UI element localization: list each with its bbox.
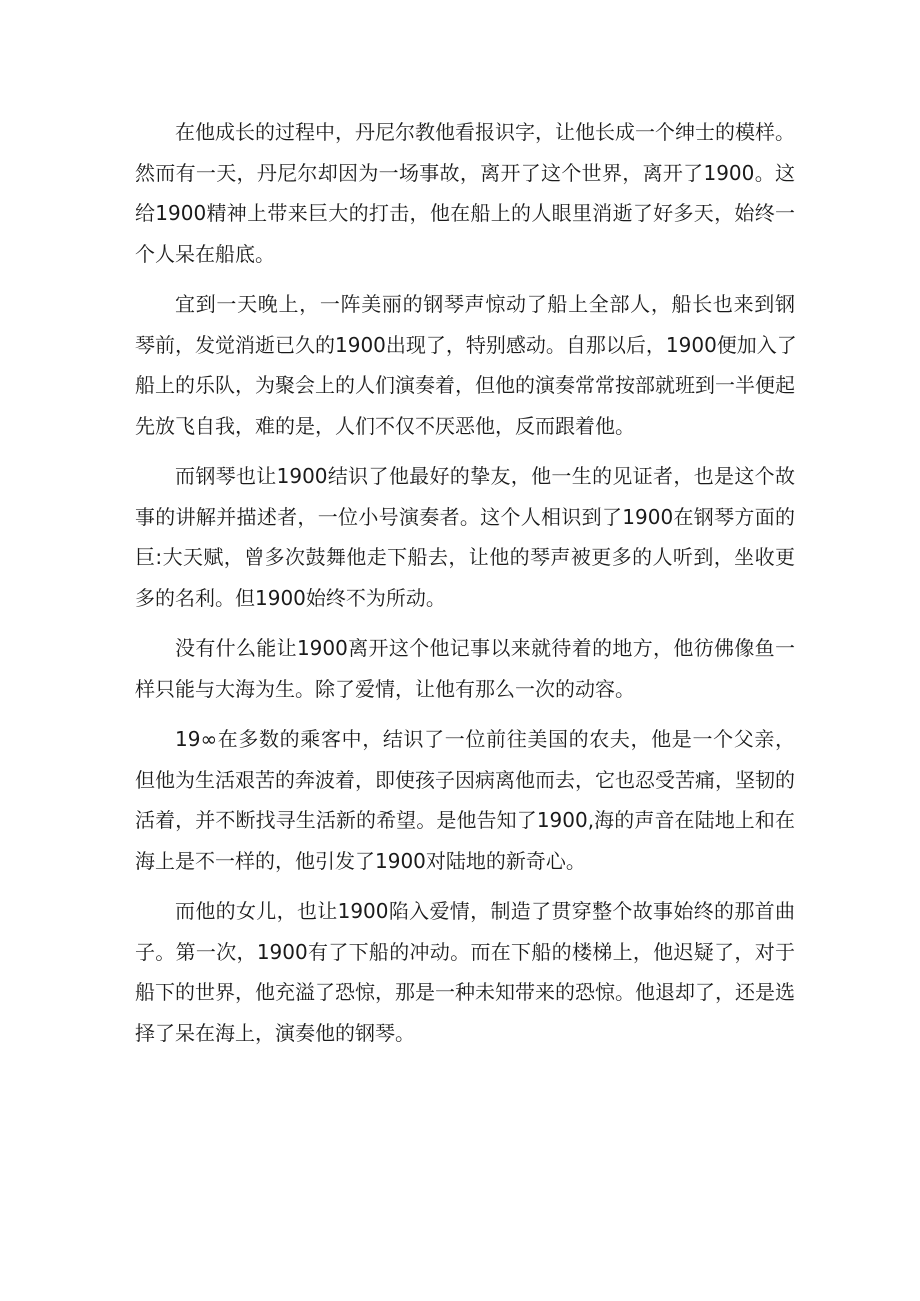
text-line: 船上的乐队，为聚会上的人们演奏着，但他的演奏常常按部就班到一半便起 — [135, 373, 795, 397]
text-line: 没有什么能让1900离开这个他记事以来就待着的地方，他彷佛像鱼一 — [175, 636, 795, 660]
text-line: 而钢琴也让1900结识了他最好的挚友，他一生的见证者，也是这个故 — [175, 464, 795, 488]
paragraph — [135, 628, 795, 709]
text-line: 船下的世界，他充溢了恐惊，那是一种未知带来的恐惊。他退却了，还是选 — [135, 980, 795, 1004]
paragraph — [135, 891, 795, 1053]
text-line: 先放飞自我，难的是，人们不仅不厌恶他，反而跟着他。 — [135, 413, 635, 438]
paragraph — [135, 719, 795, 881]
text-line: 个人呆在船底。 — [135, 241, 275, 266]
text-line: 然而有一天，丹尼尔却因为一场事故，离开了这个世界，离开了1900。这 — [135, 160, 795, 185]
text-line: 事的讲解并描述者，一位小号演奏者。这个人相识到了1900在钢琴方面的 — [135, 504, 795, 529]
text-line: 择了呆在海上，演奏他的钢琴。 — [135, 1020, 415, 1045]
text-line: 琴前，发觉消逝已久的1900出现了，特别感动。自那以后，1900便加入了 — [135, 332, 797, 357]
text-line: 海上是不一样的，他引发了1900对陆地的新奇心。 — [135, 848, 586, 873]
paragraph — [135, 284, 795, 446]
text-line: 19∞在多数的乘客中，结识了一位前往美国的农夫，他是一个父亲， — [175, 727, 795, 751]
document-body — [135, 112, 795, 1063]
text-line: 在他成长的过程中，丹尼尔教他看报识字，让他长成一个绅士的模样。 — [175, 120, 795, 144]
text-line: 而他的女儿，也让1900陷入爱情，制造了贯穿整个故事始终的那首曲 — [175, 899, 795, 923]
text-line: 多的名利。但1900始终不为所动。 — [135, 585, 446, 610]
text-line: 给1900精神上带来巨大的打击，他在船上的人眼里消逝了好多天，始终一 — [135, 201, 795, 225]
paragraph — [135, 456, 795, 618]
text-line: 宜到一天晚上，一阵美丽的钢琴声惊动了船上全部人，船长也来到钢 — [175, 292, 795, 316]
text-line: 样只能与大海为生。除了爱情，让他有那么一次的动容。 — [135, 676, 635, 701]
text-line: 但他为生活艰苦的奔波着，即使孩子因病离他而去，它也忍受苦痛，坚韧的 — [135, 767, 795, 792]
paragraph — [135, 112, 795, 274]
text-line: 活着，并不断找寻生活新的希望。是他告知了1900,海的声音在陆地上和在 — [135, 808, 795, 832]
text-line: 巨:大天赋，曾多次鼓舞他走下船去，让他的琴声被更多的人听到，坐收更 — [135, 545, 795, 569]
text-line: 子。第一次，1900有了下船的冲动。而在下船的楼梯上，他迟疑了，对于 — [135, 939, 795, 964]
